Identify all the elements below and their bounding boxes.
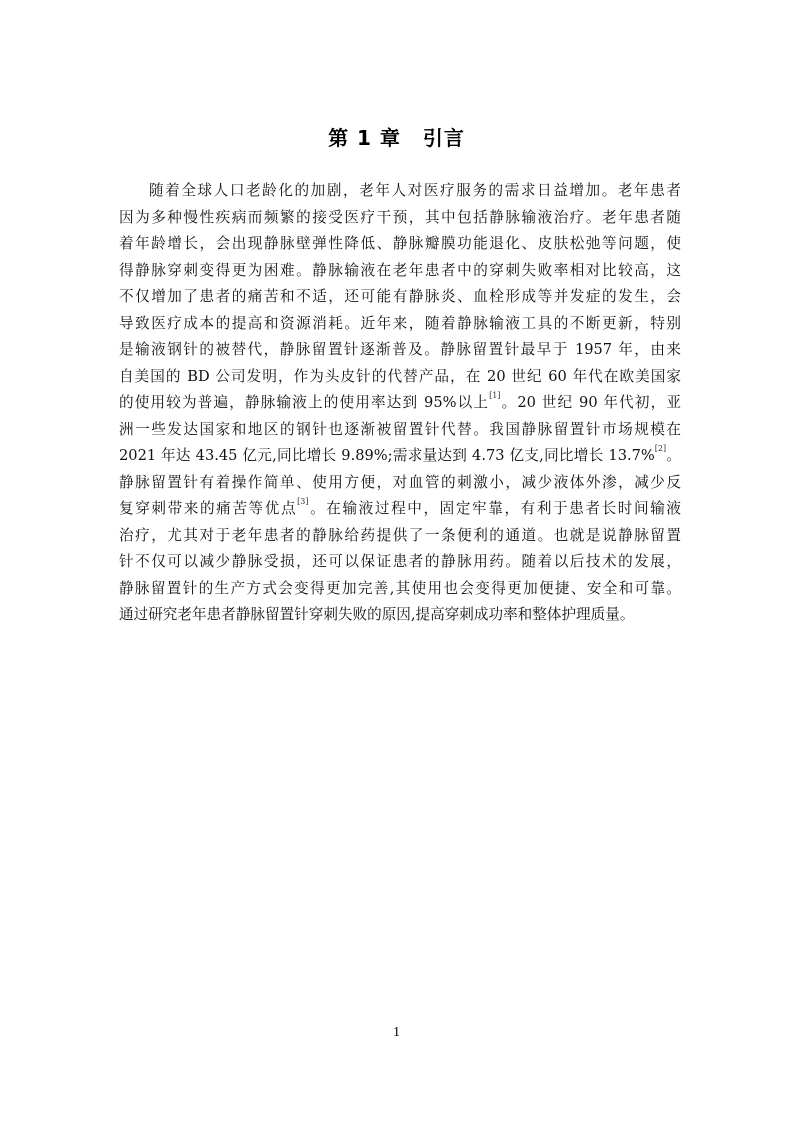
intro-paragraph <box>119 178 681 629</box>
chapter-heading: 引言 <box>422 126 465 150</box>
paragraph-line: 随着全球人口老龄化的加剧，老年人对医疗服务的需求日益增加。老年患者 <box>149 182 681 199</box>
citation-ref: [3] <box>297 497 309 506</box>
paragraph-line <box>119 390 681 417</box>
paragraph-line: 针不仅可以减少静脉受损，还可以保证患者的静脉用药。随着以后技术的发展， <box>119 553 681 570</box>
citation-ref: [2] <box>654 444 667 453</box>
paragraph-line: 不仅增加了患者的痛苦和不适，还可能有静脉炎、血栓形成等并发症的发生，会 <box>119 288 681 305</box>
line-text: 2021 年达 43.45 亿元,同比增长 9.89%;需求量达到 4.73 亿支,同比增长 13.7% <box>119 447 655 464</box>
page-number: 1 <box>393 1025 400 1040</box>
paragraph-line: 自美国的 BD 公司发明，作为头皮针的代替产品，在 20 世纪 60 年代在欧美国家 <box>119 367 681 385</box>
paragraph-line <box>119 496 681 523</box>
paragraph-line: 因为多种慢性疾病而频繁的接受医疗干预，其中包括静脉输液治疗。老年患者随 <box>119 208 681 226</box>
line-text: 。20 世纪 90 年代初，亚 <box>500 394 682 411</box>
paragraph-line: 导致医疗成本的提高和资源消耗。近年来，随着静脉输液工具的不断更新，特别 <box>119 314 681 332</box>
paragraph-line: 得静脉穿刺变得更为困难。静脉输液在老年患者中的穿刺失败率相对比较高，这 <box>119 261 681 279</box>
chapter-number: 第 1 章 <box>328 126 401 150</box>
paragraph-line: 静脉留置针的生产方式会变得更加完善,其使用也会变得更加便捷、安全和可靠。 <box>119 579 681 597</box>
citation-ref: [1] <box>489 391 501 400</box>
paragraph-line: 洲一些发达国家和地区的钢针也逐渐被留置针代替。我国静脉留置针市场规模在 <box>119 420 681 438</box>
line-text: 复穿刺带来的痛苦等优点 <box>119 500 298 517</box>
paragraph-line: 通过研究老年患者静脉留置针穿刺失败的原因,提高穿刺成功率和整体护理质量。 <box>119 606 635 623</box>
paragraph-line: 是输液钢针的被替代，静脉留置针逐渐普及。静脉留置针最早于 1957 年，由来 <box>119 341 681 358</box>
paragraph-line <box>119 443 681 470</box>
line-text: 。在输液过程中，固定牢靠，有利于患者长时间输液 <box>308 500 681 517</box>
paragraph-line: 治疗，尤其对于老年患者的静脉给药提供了一条便利的通道。也就是说静脉留置 <box>119 526 681 544</box>
line-text: 。 <box>666 447 681 464</box>
paragraph-line: 静脉留置针有着操作简单、使用方便，对血管的刺激小，减少液体外渗，减少反 <box>119 473 681 491</box>
paragraph-line: 着年龄增长，会出现静脉壁弹性降低、静脉瓣膜功能退化、皮肤松弛等问题，使 <box>119 235 681 252</box>
line-text: 的使用较为普遍，静脉输液上的使用率达到 95%以上 <box>119 394 490 411</box>
chapter-title <box>0 122 793 151</box>
